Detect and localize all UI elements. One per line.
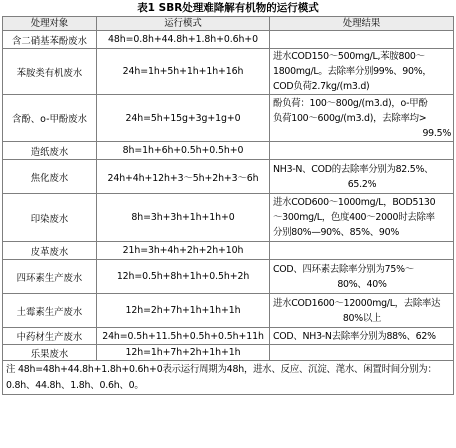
table-row (3, 95, 454, 142)
cell-mode: 8h=1h+6h+0.5h+0.5h+0 (97, 142, 270, 160)
table-title: 表1 SBR处理难降解有机物的运行模式 (137, 2, 319, 14)
cell-result (270, 49, 454, 95)
table-row (3, 294, 454, 328)
result-line: ～300mg/L，色度400～2000时去除率 (273, 212, 435, 223)
cell-result (270, 260, 454, 294)
cell-mode: 24h=0.5h+11.5h+0.5h+0.5h+11h (97, 328, 270, 345)
result-line: 99.5% (422, 127, 451, 139)
cell-object: 印染废水 (3, 194, 97, 242)
note-line: 注 48h=48h+44.8h+1.8h+0.6h+0表示运行周期为48h，进水、反应、沉淀、滗水、闲置时间分别为： (6, 363, 437, 375)
header-mode: 运行模式 (97, 17, 270, 31)
result-line: 酚负荷：100～800g/(m3.d)，o-甲酚 (273, 97, 428, 109)
result-line: COD负荷2.7kg/(m3.d) (273, 81, 370, 92)
cell-mode: 12h=0.5h+8h+1h+0.5h+2h (97, 260, 270, 294)
cell-object: 乐果废水 (3, 345, 97, 361)
cell-result (270, 294, 454, 328)
cell-object: 中药材生产废水 (3, 328, 97, 345)
cell-mode: 8h=3h+3h+1h+1h+0 (97, 194, 270, 242)
result-line: 进水COD1600～12000mg/L，去除率达 (273, 297, 441, 309)
result-line: 分别80%—90%、85%、90% (273, 227, 399, 238)
cell-object: 四环素生产废水 (3, 260, 97, 294)
header-result: 处理结果 (270, 17, 454, 31)
cell-result (270, 328, 454, 345)
cell-mode: 12h=2h+7h+1h+1h+1h (97, 294, 270, 328)
cell-mode: 24h+4h+12h+3～5h+2h+3～6h (97, 160, 270, 194)
note-row (3, 361, 454, 395)
cell-mode: 48h=0.8h+44.8h+1.8h+0.6h+0 (97, 31, 270, 49)
cell-result (270, 345, 454, 361)
result-line: 进水COD150～500mg/L,苯胺800～ (273, 51, 425, 62)
result-line: COD、四环素去除率分别为75%～ (273, 263, 414, 275)
table-row (3, 142, 454, 160)
table-row (3, 242, 454, 260)
table-row (3, 49, 454, 95)
table-row (3, 194, 454, 242)
cell-mode: 21h=3h+4h+2h+2h+10h (97, 242, 270, 260)
cell-mode: 12h=1h+7h+2h+1h+1h (97, 345, 270, 361)
result-line: NH3-N、COD的去除率分别为82.5%、 (273, 163, 434, 175)
cell-object: 苯胺类有机废水 (3, 49, 97, 95)
result-line: 65.2% (347, 178, 377, 190)
cell-object: 含酚、o-甲酚废水 (3, 95, 97, 142)
cell-result (270, 160, 454, 194)
result-line: 1800mg/L。去除率分别99%、90%， (273, 66, 432, 77)
cell-result (270, 95, 454, 142)
table-note (3, 361, 454, 395)
sbr-mode-table (2, 16, 454, 395)
table-row (3, 160, 454, 194)
header-object: 处理对象 (3, 17, 97, 31)
result-line: 80%以上 (342, 312, 382, 324)
table-row (3, 328, 454, 345)
cell-mode: 24h=1h+5h+1h+1h+16h (97, 49, 270, 95)
result-line: 负荷100～600g/(m3.d)，去除率均> (273, 112, 427, 124)
cell-result (270, 194, 454, 242)
cell-object: 土霉素生产废水 (3, 294, 97, 328)
cell-result (270, 242, 454, 260)
cell-result (270, 31, 454, 49)
table-header-row (3, 17, 454, 31)
result-line: 80%、40% (337, 278, 387, 290)
cell-result (270, 142, 454, 160)
result-line: 进水COD600～1000mg/L，BOD5130 (273, 197, 436, 208)
cell-object: 皮革废水 (3, 242, 97, 260)
cell-object: 含二硝基苯酚废水 (3, 31, 97, 49)
note-line: 0.8h、44.8h、1.8h、0.6h、0。 (6, 379, 144, 391)
cell-object: 焦化废水 (3, 160, 97, 194)
table-row (3, 345, 454, 361)
cell-mode: 24h=5h+15g+3g+1g+0 (97, 95, 270, 142)
cell-object: 造纸废水 (3, 142, 97, 160)
table-row (3, 31, 454, 49)
result-line: COD、NH3-N去除率分别为88%、62% (273, 330, 436, 342)
table-body (3, 31, 454, 361)
table-row (3, 260, 454, 294)
